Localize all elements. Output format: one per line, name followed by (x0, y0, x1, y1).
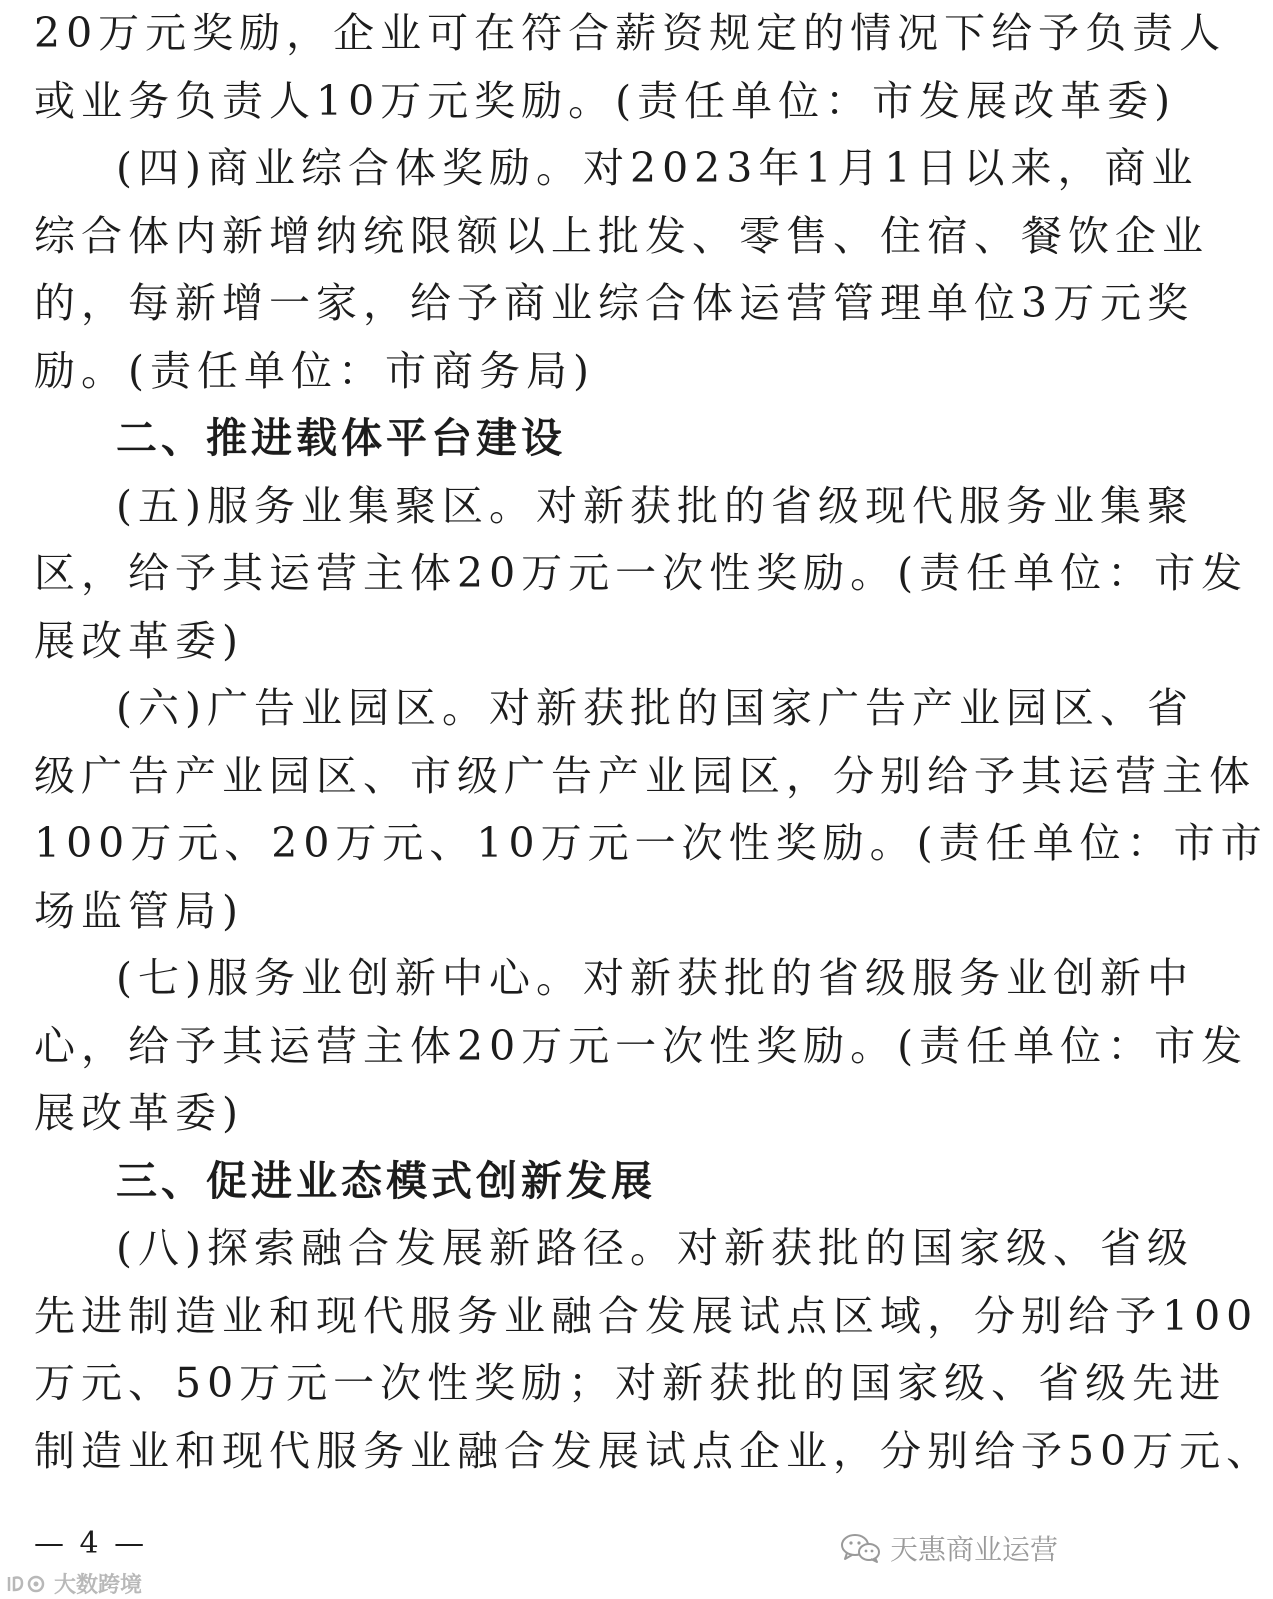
text-line: 先进制造业和现代服务业融合发展试点区域，分别给予100 (34, 1291, 1259, 1340)
corner-watermark-text: 大数跨境 (54, 1573, 143, 1598)
text-line: 场监管局) (34, 886, 244, 935)
text-line: 综合体内新增纳统限额以上批发、零售、住宿、餐饮企业 (34, 211, 1209, 260)
corner-logo-icon (6, 1574, 50, 1594)
text-line: 展改革委) (34, 1089, 244, 1137)
text-line: 励。(责任单位：市商务局) (34, 346, 595, 395)
text-line: 心，给予其运营主体20万元一次性奖励。(责任单位：市发 (34, 1021, 1249, 1070)
text-line: 展改革委) (34, 616, 244, 665)
text-line: 级广告产业园区、市级广告产业园区，分别给予其运营主体 (34, 751, 1256, 800)
watermark-brand (840, 1528, 1058, 1568)
paragraph-start-line: (七)服务业创新中心。对新获批的省级服务业创新中 (116, 954, 1194, 1002)
text-line: 的，每新增一家，给予商业综合体运营管理单位3万元奖 (34, 279, 1195, 327)
text-line: 万元、50万元一次性奖励；对新获批的国家级、省级先进 (34, 1359, 1227, 1407)
corner-watermark (6, 1568, 142, 1599)
wechat-icon (840, 1533, 880, 1563)
text-line: 制造业和现代服务业融合发展试点企业，分别给予50万元、 (34, 1426, 1273, 1475)
paragraph-start-line: (五)服务业集聚区。对新获批的省级现代服务业集聚 (116, 481, 1194, 530)
text-line: 或业务负责人10万元奖励。(责任单位：市发展改革委) (34, 76, 1177, 125)
section-heading: 二、推进载体平台建设 (116, 414, 566, 462)
section-heading: 三、促进业态模式创新发展 (116, 1156, 656, 1205)
page-number: — 4 — (34, 1526, 148, 1561)
text-line: 100万元、20万元、10万元一次性奖励。(责任单位：市市 (34, 819, 1268, 867)
paragraph-start-line: (六)广告业园区。对新获批的国家广告产业园区、省 (116, 684, 1194, 732)
watermark-brand-text: 天惠商业运营 (889, 1533, 1058, 1566)
text-line: 20万元奖励，企业可在符合薪资规定的情况下给予负责人 (34, 9, 1227, 57)
text-line: 区，给予其运营主体20万元一次性奖励。(责任单位：市发 (34, 549, 1249, 597)
page-footer (0, 1522, 1080, 1598)
document-body (34, 0, 1273, 1485)
paragraph-start-line: (四)商业综合体奖励。对2023年1月1日以来，商业 (116, 144, 1199, 192)
paragraph-start-line: (八)探索融合发展新路径。对新获批的国家级、省级 (116, 1224, 1194, 1272)
